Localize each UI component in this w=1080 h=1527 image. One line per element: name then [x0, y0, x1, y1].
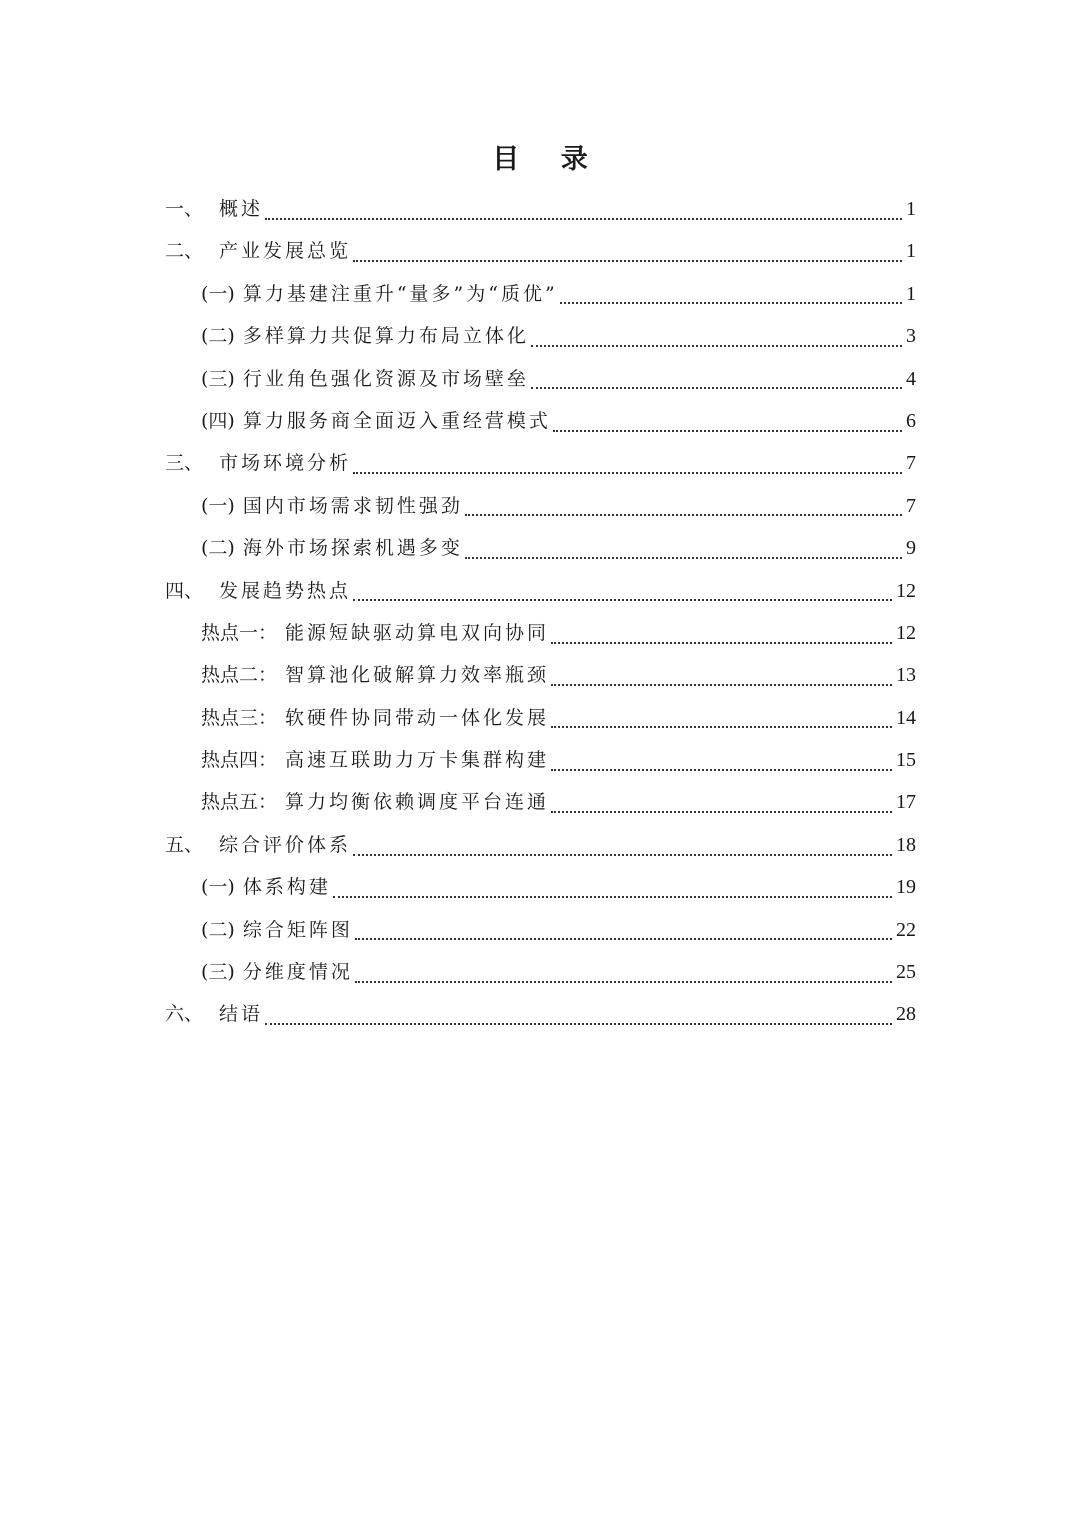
toc-entry-number: (一): [201, 494, 235, 517]
toc-entry-matrix-chart[interactable]: [165, 909, 916, 951]
toc-entry-number: (三): [201, 367, 235, 390]
toc-entry-infrastructure[interactable]: [165, 273, 916, 315]
toc-entry-hotspot-4[interactable]: [165, 739, 916, 781]
toc-entry-system-construction[interactable]: [165, 866, 916, 908]
toc-entry-overseas-market[interactable]: [165, 527, 916, 569]
dot-leader: [355, 980, 892, 983]
toc-entry-number: 六、: [165, 1003, 204, 1026]
toc-entry-number: (二): [201, 918, 235, 941]
toc-entry-number: 热点五：: [201, 791, 278, 814]
toc-entry-trends[interactable]: [165, 570, 916, 612]
toc-entry-page: 18: [896, 833, 916, 856]
toc-entry-label: 国内市场需求韧性强劲: [242, 494, 463, 517]
toc-entry-label: 概述: [219, 198, 264, 220]
toc-entry-number: (四): [201, 409, 235, 432]
toc-entry-diverse-computing[interactable]: [165, 315, 916, 357]
toc-entry-number: 五、: [165, 833, 204, 856]
toc-entry-page: 12: [896, 621, 916, 644]
toc-entry-page: 14: [896, 706, 916, 729]
toc-entry-number: (一): [201, 876, 235, 899]
dot-leader: [353, 259, 902, 262]
toc-entry-label: 算力均衡依赖调度平台连通: [285, 791, 550, 814]
toc-entry-label: 多样算力共促算力布局立体化: [242, 325, 529, 348]
toc-entry-label: 海外市场探索机遇多变: [242, 537, 463, 560]
toc-entry-page: 3: [906, 325, 916, 348]
toc-entry-page: 1: [906, 240, 916, 263]
dot-leader: [531, 344, 902, 347]
toc-entry-label: 发展趋势热点: [219, 579, 352, 602]
dot-leader: [353, 853, 892, 856]
toc-entry-label: 综合矩阵图: [242, 918, 353, 941]
dot-leader: [560, 301, 902, 304]
toc-entry-label: 综合评价体系: [219, 833, 352, 856]
toc-entry-label: 智算池化破解算力效率瓶颈: [285, 664, 550, 687]
toc-entry-service-providers[interactable]: [165, 400, 916, 442]
toc-entry-number: (一): [201, 282, 235, 305]
toc-entry-label: 软硬件协同带动一体化发展: [285, 706, 550, 729]
dot-leader: [531, 386, 902, 389]
dot-leader: [551, 683, 892, 686]
toc-entry-number: (二): [201, 537, 235, 560]
toc-entry-page: 19: [896, 876, 916, 899]
dot-leader: [551, 810, 892, 813]
toc-entry-number: 热点一：: [201, 621, 278, 644]
toc-entry-number: 热点三：: [201, 706, 278, 729]
toc-entry-page: 12: [896, 579, 916, 602]
dot-leader: [265, 217, 902, 220]
dot-leader: [353, 598, 892, 601]
page-title: 目 录: [492, 144, 604, 175]
toc-entry-page: 17: [896, 791, 916, 814]
toc-entry-number: (三): [201, 961, 235, 984]
toc-entry-number: 四、: [165, 579, 204, 602]
toc-entry-page: 22: [896, 918, 916, 941]
toc-entry-evaluation-system[interactable]: [165, 824, 916, 866]
toc-entry-dimensions[interactable]: [165, 951, 916, 993]
toc-entry-page: 6: [906, 409, 916, 432]
toc-entry-label: 高速互联助力万卡集群构建: [285, 749, 550, 772]
toc-entry-page: 1: [906, 198, 916, 220]
toc-entry-market-analysis[interactable]: [165, 442, 916, 484]
dot-leader: [333, 895, 892, 898]
toc-entry-number: 热点二：: [201, 664, 278, 687]
toc-entry-label: 结语: [219, 1003, 264, 1026]
dot-leader: [465, 513, 902, 516]
toc-entry-industry-overview[interactable]: [165, 230, 916, 272]
toc-entry-hotspot-2[interactable]: [165, 654, 916, 696]
toc-entry-hotspot-5[interactable]: [165, 781, 916, 823]
toc-entry-number: (二): [201, 325, 235, 348]
toc-entry-page: 4: [906, 367, 916, 390]
toc-entry-label: 行业角色强化资源及市场壁垒: [242, 367, 529, 390]
dot-leader: [353, 471, 902, 474]
dot-leader: [265, 1022, 892, 1025]
toc-entry-page: 7: [906, 452, 916, 475]
toc-entry-domestic-market[interactable]: [165, 485, 916, 527]
toc-entry-hotspot-3[interactable]: [165, 697, 916, 739]
toc-entry-page: 13: [896, 664, 916, 687]
dot-leader: [465, 556, 902, 559]
toc-entry-overview[interactable]: [165, 188, 916, 230]
toc-entry-label: 算力基建注重升“量多”为“质优”: [242, 282, 558, 305]
toc-entry-number: 三、: [165, 452, 204, 475]
toc-entry-page: 1: [906, 282, 916, 305]
toc-entry-label: 产业发展总览: [219, 240, 352, 263]
toc-entry-label: 能源短缺驱动算电双向协同: [285, 621, 550, 644]
toc-entry-conclusion[interactable]: [165, 993, 916, 1035]
toc-entry-page: 9: [906, 537, 916, 560]
dot-leader: [551, 725, 892, 728]
toc-entry-number: 热点四：: [201, 749, 278, 772]
toc-entry-page: 7: [906, 494, 916, 517]
toc-entry-label: 算力服务商全面迈入重经营模式: [242, 409, 551, 432]
dot-leader: [551, 768, 892, 771]
table-of-contents: [165, 188, 916, 1036]
dot-leader: [551, 641, 892, 644]
toc-entry-page: 15: [896, 749, 916, 772]
toc-entry-label: 体系构建: [242, 876, 331, 899]
toc-entry-number: 一、: [165, 198, 204, 220]
toc-entry-hotspot-1[interactable]: [165, 612, 916, 654]
toc-entry-number: 二、: [165, 240, 204, 263]
toc-entry-page: 28: [896, 1003, 916, 1026]
toc-entry-label: 分维度情况: [242, 961, 353, 984]
dot-leader: [355, 937, 892, 940]
toc-entry-industry-roles[interactable]: [165, 358, 916, 400]
dot-leader: [553, 429, 902, 432]
toc-entry-label: 市场环境分析: [219, 452, 352, 475]
toc-entry-page: 25: [896, 961, 916, 984]
